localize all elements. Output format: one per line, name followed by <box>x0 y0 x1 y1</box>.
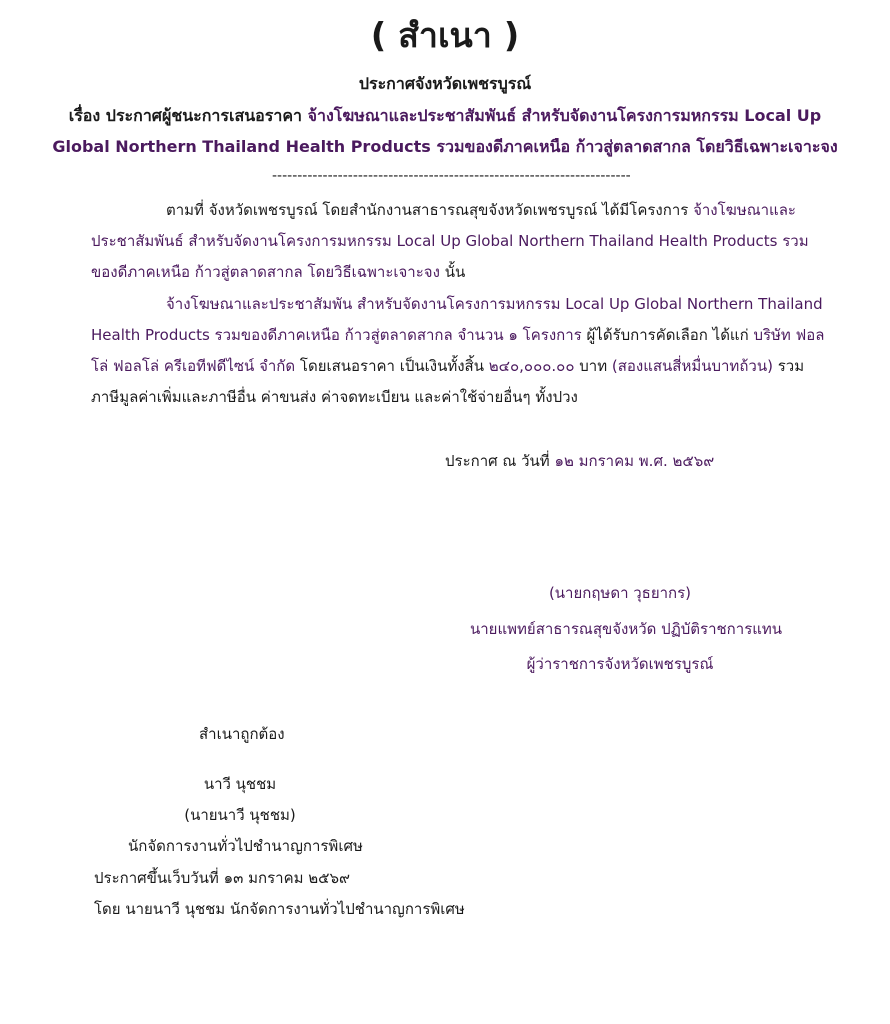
announcement-date: ๑๒ มกราคม พ.ศ. ๒๕๖๙ <box>554 452 715 470</box>
paragraph2-line4: ภาษีมูลค่าเพิ่มและภาษีอื่น ค่าขนส่ง ค่าจดทะเบียน และค่าใช้จ่ายอื่นๆ ทั้งปวง <box>91 388 578 406</box>
certifier-name: (นายนาวี นุชชม) <box>184 806 296 824</box>
web-posted-by: โดย นายนาวี นุชชม นักจัดการงานทั่วไปชำนาญการพิเศษ <box>94 900 465 918</box>
certifier-position: นักจัดการงานทั่วไปชำนาญการพิเศษ <box>128 837 363 855</box>
announcement-date-line <box>445 449 714 473</box>
copy-mark: ( สำเนา ) <box>370 16 520 56</box>
paragraph1-line1 <box>166 198 796 222</box>
p2-currency: บาท <box>579 357 608 375</box>
subject-title-part1: จ้างโฆษณาและประชาสัมพันธ์ สำหรับจัดงานโครงการมหกรรม Local Up <box>307 106 822 125</box>
signer-on-behalf: ผู้ว่าราชการจังหวัดเพชรบูรณ์ <box>526 655 714 673</box>
announcement-label: ประกาศ ณ วันที่ <box>445 452 550 470</box>
p1-project-end: ของดีภาคเหนือ ก้าวสู่ตลาดสากล โดยวิธีเฉพาะเจาะจง <box>91 263 440 281</box>
issuer-heading: ประกาศจังหวัดเพชรบูรณ์ <box>358 74 532 93</box>
p2-price-amount: ๒๔๐,๐๐๐.๐๐ <box>488 357 575 375</box>
p2-price-words: (สองแสนสี่หมื่นบาทถ้วน) <box>611 357 773 375</box>
paragraph1-line2: ประชาสัมพันธ์ สำหรับจัดงานโครงการมหกรรม Local Up Global Northern Thailand Health Products รวม <box>91 232 809 250</box>
subject-line-2: Global Northern Thailand Health Products รวมของดีภาคเหนือ ก้าวสู่ตลาดสากล โดยวิธีเฉพาะเจาะจง <box>52 137 838 156</box>
subject-line-1 <box>0 104 890 129</box>
certified-copy-label: สำเนาถูกต้อง <box>199 725 285 743</box>
p2-company-start: บริษัท ฟอล <box>753 326 825 344</box>
paragraph2-line3 <box>91 354 804 378</box>
subject-prefix: เรื่อง ประกาศผู้ชนะการเสนอราคา <box>68 106 303 125</box>
p2-price-label: โดยเสนอราคา เป็นเงินทั้งสิ้น <box>299 357 484 375</box>
web-posted-date: ประกาศขึ้นเว็บวันที่ ๑๓ มกราคม ๒๕๖๙ <box>94 869 351 887</box>
paragraph1-line3 <box>91 260 465 284</box>
paragraph2-line2 <box>91 323 824 347</box>
paragraph2-line1: จ้างโฆษณาและประชาสัมพัน สำหรับจัดงานโครงการมหกรรม Local Up Global Northern Thailand <box>166 295 823 313</box>
p1-intro: ตามที่ จังหวัดเพชรบูรณ์ โดยสำนักงานสาธารณสุขจังหวัดเพชรบูรณ์ ได้มีโครงการ <box>166 201 689 219</box>
p1-closing: นั้น <box>444 263 466 281</box>
signer-name: (นายกฤษดา วุธยากร) <box>548 584 692 602</box>
p2-inclusive: รวม <box>777 357 805 375</box>
p2-project-end: Health Products รวมของดีภาคเหนือ ก้าวสู่ตลาดสากล <box>91 326 453 344</box>
separator-line: ----------------------------------------------------------------------- <box>272 168 631 184</box>
p2-company-end: โล่ ฟอลโล่ ครีเอทีฟดีไซน์ จำกัด <box>91 357 296 375</box>
p2-selected-label: ผู้ได้รับการคัดเลือก ได้แก่ <box>586 326 749 344</box>
certifier-signature: นาวี นุชชม <box>203 775 277 793</box>
signer-position: นายแพทย์สาธารณสุขจังหวัด ปฏิบัติราชการแทน <box>470 620 783 638</box>
p1-project-start: จ้างโฆษณาและ <box>693 201 796 219</box>
p2-quantity: จำนวน ๑ โครงการ <box>457 326 582 344</box>
